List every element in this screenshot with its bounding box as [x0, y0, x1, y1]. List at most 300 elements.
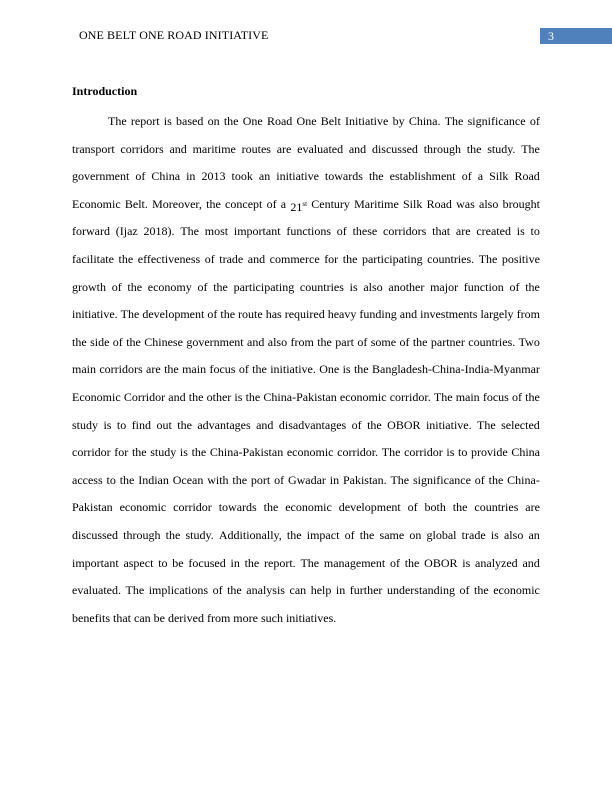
word: Gwadar — [287, 472, 326, 487]
word: and — [247, 334, 265, 349]
word: with — [207, 472, 229, 487]
word: evaluated — [297, 141, 344, 156]
word: global — [426, 527, 457, 542]
paragraph-line — [72, 113, 540, 141]
word: OBOR — [424, 555, 458, 570]
word: of — [274, 472, 285, 487]
page-number-box — [540, 28, 612, 44]
word: is — [163, 114, 172, 128]
word: in — [186, 169, 196, 184]
word: forward — [72, 224, 110, 239]
word: heavy — [327, 307, 357, 322]
word: also — [503, 527, 524, 542]
word: more — [233, 610, 258, 625]
word: can — [289, 583, 307, 598]
word: the — [353, 362, 369, 377]
word: countries. — [427, 251, 475, 266]
word: initiative. — [425, 417, 472, 432]
word: is — [103, 417, 112, 432]
word: of — [112, 334, 123, 349]
word: Century — [311, 196, 350, 211]
word: Pakistan — [72, 500, 113, 515]
word: initiatives. — [285, 610, 337, 625]
word: the — [245, 389, 261, 404]
word: The — [300, 555, 320, 570]
paragraph-line — [72, 472, 540, 500]
word: transport — [72, 141, 115, 156]
word: participating — [233, 279, 295, 294]
word: a — [477, 169, 484, 184]
word: of — [529, 114, 540, 128]
word: report — [130, 114, 160, 128]
word: selected — [501, 417, 540, 432]
word: important — [233, 224, 281, 239]
word: of — [512, 389, 522, 404]
word: China-Pakistan — [209, 445, 284, 460]
word: has — [265, 307, 282, 322]
word: same — [379, 527, 405, 542]
word: analyzed — [475, 555, 518, 570]
word: the — [223, 114, 239, 128]
word: economy — [147, 279, 192, 294]
word: of — [351, 417, 362, 432]
word: are — [276, 141, 292, 156]
word: Two — [518, 334, 540, 349]
word: some — [370, 334, 397, 349]
word: maritime — [192, 141, 236, 156]
word: out — [156, 417, 172, 432]
word: economic — [286, 445, 334, 460]
word: for — [114, 445, 129, 460]
word: the — [404, 555, 420, 570]
word: can — [134, 610, 151, 625]
word: of — [336, 224, 347, 239]
word: and — [522, 555, 540, 570]
word: created — [476, 224, 511, 239]
word: of — [459, 583, 470, 598]
word: The — [444, 114, 464, 128]
word: Bangladesh-China-India-Myanmar — [371, 362, 540, 377]
word: to — [116, 417, 127, 432]
word: and — [348, 141, 367, 156]
paragraph-line — [72, 196, 540, 224]
word: of — [389, 555, 400, 570]
word: access — [72, 472, 103, 487]
word: implications — [148, 583, 209, 598]
word: of — [204, 251, 215, 266]
word: Moreover, — [152, 196, 202, 211]
word: China — [151, 169, 181, 184]
word: is — [349, 279, 358, 294]
word: One — [296, 114, 317, 128]
word: corridor — [173, 500, 212, 515]
word: the — [412, 334, 428, 349]
word: is — [446, 445, 455, 460]
word: 2013 — [201, 169, 226, 184]
paragraph-line — [72, 306, 540, 334]
word: is — [342, 362, 351, 377]
word: the — [263, 500, 279, 515]
word: main — [182, 362, 207, 377]
word: The — [120, 307, 140, 322]
word: of — [474, 472, 485, 487]
word: Road — [514, 169, 540, 184]
word: The — [125, 583, 145, 598]
word: disadvantages — [278, 417, 347, 432]
word: initiative. — [72, 307, 118, 322]
word: participating — [361, 251, 423, 266]
word: Road — [266, 114, 293, 128]
word: a — [280, 196, 287, 211]
word: the — [220, 307, 236, 322]
word: side — [90, 334, 110, 349]
word: of — [238, 362, 249, 377]
word: of — [399, 334, 410, 349]
word: and — [256, 417, 274, 432]
word: brought — [502, 196, 540, 211]
word: China- — [507, 472, 540, 487]
word: funding — [359, 307, 397, 322]
word: to — [158, 555, 168, 570]
word: the — [452, 500, 468, 515]
word: the — [227, 583, 242, 598]
paragraph-line — [72, 527, 540, 555]
word: are — [146, 362, 161, 377]
word: the — [342, 251, 358, 266]
word: The — [477, 417, 496, 432]
word: most — [204, 224, 229, 239]
word: the — [367, 417, 382, 432]
word: that — [432, 224, 451, 239]
word: impact — [306, 527, 340, 542]
word: these — [352, 224, 378, 239]
word: from — [206, 610, 231, 625]
word: main — [455, 389, 480, 404]
word: took — [231, 169, 253, 184]
paragraph-line — [72, 168, 540, 196]
word: from — [290, 334, 314, 349]
word: the — [72, 334, 87, 349]
word: is — [179, 445, 188, 460]
paragraph-line — [72, 279, 540, 307]
word: the — [368, 169, 384, 184]
word: report. — [264, 555, 296, 570]
word: of — [212, 583, 223, 598]
word: to — [458, 445, 468, 460]
word: towards — [324, 169, 363, 184]
word: Road — [426, 196, 452, 211]
word: further — [349, 583, 383, 598]
word: from — [516, 307, 540, 322]
word: significance — [467, 114, 526, 128]
word: of — [461, 169, 472, 184]
word: is — [234, 389, 243, 404]
word: corridor. — [337, 445, 379, 460]
word: Ocean — [172, 472, 204, 487]
word: effectiveness — [137, 251, 201, 266]
word: the — [525, 279, 540, 294]
word: is — [462, 555, 471, 570]
word: study — [72, 417, 99, 432]
word: focused — [188, 555, 226, 570]
word: the — [177, 417, 192, 432]
word: economic — [285, 500, 332, 515]
word: The — [433, 389, 453, 404]
word: benefits — [72, 610, 110, 625]
word: China-Pakistan — [263, 389, 337, 404]
paragraph-line — [72, 223, 540, 251]
word: partner — [430, 334, 465, 349]
word: through — [423, 141, 462, 156]
word: the — [165, 527, 181, 542]
word: towards — [218, 500, 257, 515]
word: important — [72, 555, 119, 570]
word: investments — [420, 307, 478, 322]
word: Economic — [72, 196, 121, 211]
word: the — [188, 389, 204, 404]
word: another — [388, 279, 425, 294]
word: derived — [167, 610, 204, 625]
word: the — [286, 527, 302, 542]
word: study. — [185, 527, 214, 542]
word: analysis — [246, 583, 285, 598]
word: Indian — [138, 472, 169, 487]
word: also — [267, 334, 288, 349]
word: development — [338, 500, 401, 515]
word: countries — [299, 279, 344, 294]
word: for — [324, 251, 339, 266]
word: economic — [339, 389, 387, 404]
word: functions — [286, 224, 331, 239]
word: through — [123, 527, 161, 542]
word: of — [509, 279, 520, 294]
body-paragraph — [72, 113, 540, 637]
word: understanding — [386, 583, 455, 598]
word: facilitate — [72, 251, 114, 266]
word: countries — [474, 500, 519, 515]
word: initiative — [276, 169, 319, 184]
word: and — [168, 389, 186, 404]
word: the — [127, 279, 143, 294]
word: The — [108, 114, 127, 128]
word: Silk — [403, 196, 423, 211]
word: the — [317, 334, 332, 349]
word: on — [409, 527, 422, 542]
word: One — [242, 114, 263, 128]
word: is — [490, 527, 499, 542]
section-heading: Introduction — [72, 84, 138, 98]
word: routes — [241, 141, 271, 156]
paragraph-line — [72, 389, 540, 417]
word: China. — [408, 114, 441, 128]
word: concept — [225, 196, 263, 211]
paragraph-line — [72, 499, 540, 527]
word: the — [252, 362, 267, 377]
word: and — [169, 141, 187, 156]
word: development — [142, 307, 205, 322]
word: of — [135, 169, 146, 184]
word: Pakistan. — [342, 472, 387, 487]
word: to — [106, 472, 116, 487]
word: route — [238, 307, 263, 322]
page-number: 3 — [548, 29, 554, 43]
word: the — [488, 472, 504, 487]
word: government — [186, 334, 244, 349]
word: the — [359, 527, 375, 542]
word: port — [250, 472, 271, 487]
word: the — [466, 141, 482, 156]
word: are — [455, 224, 471, 239]
word: the — [118, 251, 134, 266]
word: study. — [487, 141, 516, 156]
word: management — [323, 555, 386, 570]
word: based — [176, 114, 204, 128]
word: Maritime — [354, 196, 399, 211]
word: provide — [471, 445, 508, 460]
word: and — [399, 307, 418, 322]
word: evaluated. — [72, 583, 121, 598]
superscript: st — [302, 199, 308, 208]
word: are — [525, 500, 540, 515]
word: trade — [461, 527, 486, 542]
word: of — [344, 527, 355, 542]
word: help — [310, 583, 332, 598]
word: of — [111, 279, 122, 294]
word: Belt. — [124, 196, 148, 211]
word: Economic — [72, 389, 121, 404]
word: other — [206, 389, 232, 404]
word: also — [363, 279, 383, 294]
paragraph-line — [72, 610, 540, 638]
word: the — [206, 196, 221, 211]
word: of — [197, 279, 208, 294]
word: an — [528, 527, 540, 542]
word: growth — [72, 279, 106, 294]
word: such — [260, 610, 283, 625]
paragraph-line — [72, 141, 540, 169]
word: of — [266, 196, 277, 211]
word: the — [232, 472, 248, 487]
word: advantages — [197, 417, 251, 432]
word: the — [131, 445, 147, 460]
word: The — [381, 445, 401, 460]
word: trade — [219, 251, 244, 266]
word: that — [113, 610, 131, 625]
word: in — [335, 583, 346, 598]
word: The — [180, 224, 199, 239]
word: focus — [482, 389, 509, 404]
word: corridors — [383, 224, 427, 239]
paragraph-line — [72, 334, 540, 362]
word: the — [244, 555, 260, 570]
word: corridors — [120, 141, 164, 156]
word: the — [119, 472, 135, 487]
word: commerce — [269, 251, 320, 266]
word: One — [319, 362, 340, 377]
word: China — [511, 445, 540, 460]
paragraph-line — [72, 361, 540, 389]
word: focus — [209, 362, 236, 377]
word: of — [407, 500, 418, 515]
paragraph-line — [72, 582, 540, 610]
word: is — [516, 224, 525, 239]
word: the — [191, 445, 207, 460]
word: also — [479, 196, 499, 211]
word: main — [72, 362, 96, 377]
word: of — [357, 334, 368, 349]
word: largely — [480, 307, 514, 322]
word: be — [172, 555, 184, 570]
word: The — [478, 251, 498, 266]
word: an — [258, 169, 271, 184]
paragraph-line — [72, 417, 540, 445]
word: countries. — [468, 334, 516, 349]
word: The — [521, 141, 540, 156]
word: significance — [412, 472, 471, 487]
word: aspect — [123, 555, 154, 570]
word: part — [335, 334, 354, 349]
word: economic — [119, 500, 167, 515]
word: positive — [501, 251, 540, 266]
word: in — [329, 472, 340, 487]
word: function — [463, 279, 504, 294]
word: discussed — [72, 527, 118, 542]
word: Initiative — [345, 114, 389, 128]
running-header-title: ONE BELT ONE ROAD INITIATIVE — [79, 28, 269, 42]
word: Silk — [489, 169, 509, 184]
word: was — [456, 196, 475, 211]
word: the — [126, 334, 141, 349]
word: and — [247, 251, 266, 266]
word: 21st — [290, 199, 308, 214]
word: 2018). — [143, 224, 175, 239]
paragraph-line — [72, 251, 540, 279]
word: OBOR — [387, 417, 421, 432]
word: Chinese — [144, 334, 183, 349]
paragraph-line — [72, 444, 540, 472]
word: to — [530, 224, 540, 239]
word: study — [150, 445, 177, 460]
word: the — [525, 389, 540, 404]
word: The — [390, 472, 410, 487]
word: corridors — [99, 362, 143, 377]
word: corridor — [404, 445, 443, 460]
word: corridor. — [389, 389, 431, 404]
word: Corridor — [123, 389, 166, 404]
word: establishment — [389, 169, 456, 184]
paragraph-line — [72, 555, 540, 583]
word: major — [430, 279, 459, 294]
word: in — [230, 555, 240, 570]
word: both — [424, 500, 446, 515]
word: the — [164, 362, 179, 377]
word: Belt — [320, 114, 341, 128]
word: of — [207, 307, 218, 322]
word: on — [207, 114, 220, 128]
word: required — [284, 307, 325, 322]
word: the — [213, 279, 228, 294]
word: find — [131, 417, 152, 432]
word: discussed — [371, 141, 418, 156]
word: the — [474, 583, 489, 598]
word: be — [153, 610, 165, 625]
word: (Ijaz — [115, 224, 138, 239]
word: economic — [493, 583, 540, 598]
word: initiative. — [270, 362, 316, 377]
word: government — [72, 169, 130, 184]
word: Additionally, — [218, 527, 282, 542]
word: by — [392, 114, 405, 128]
